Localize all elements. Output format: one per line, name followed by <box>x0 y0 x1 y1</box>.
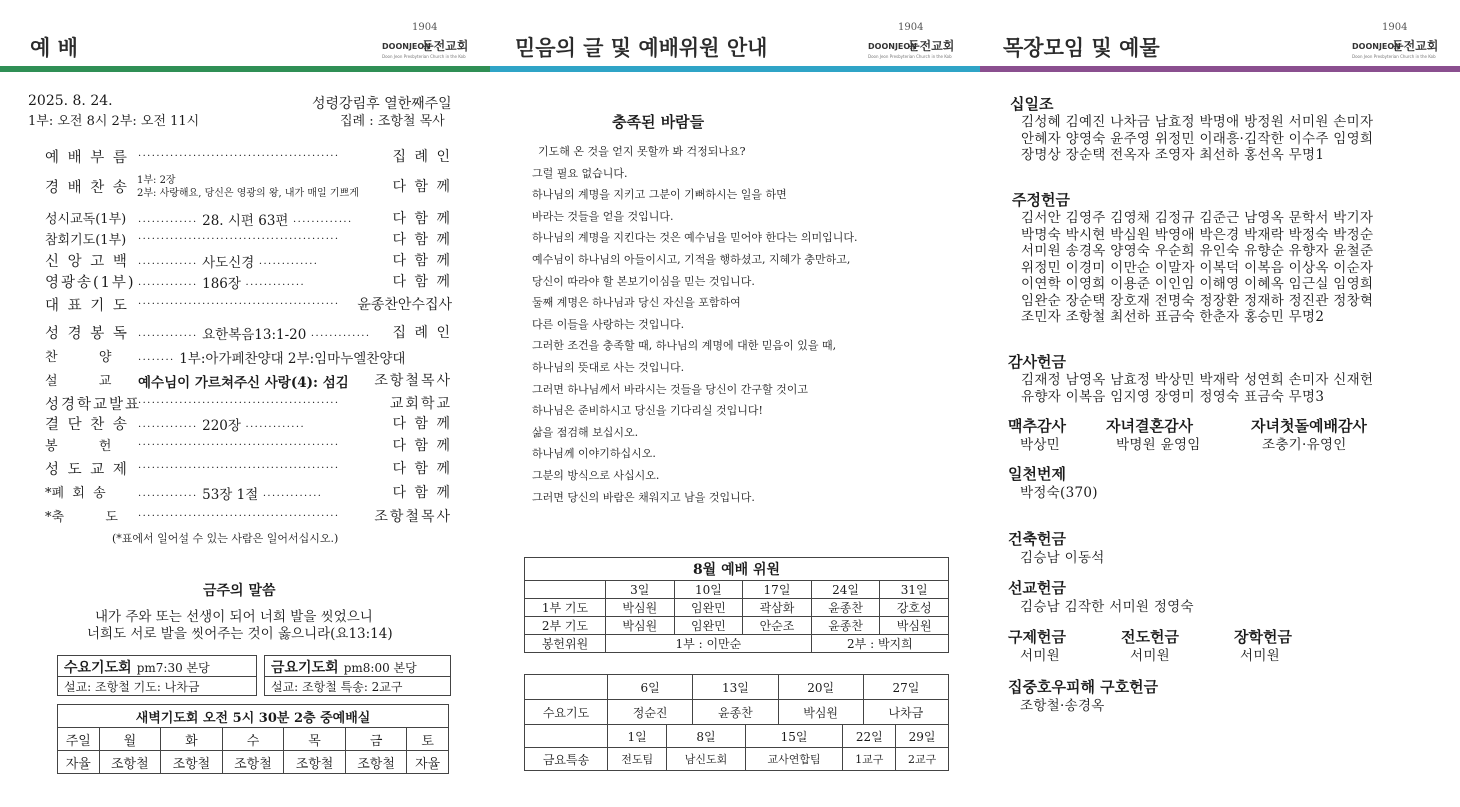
order-person: 다 함 께 <box>392 461 452 477</box>
poem-line: 그분의 방식으로 사십시오. <box>532 469 660 482</box>
duty-prayer-2nd: 임완민 <box>674 617 743 635</box>
duty-row-label: 2부 기도 <box>525 617 606 635</box>
dot-leader: ············································ <box>138 463 340 474</box>
order-middle <box>138 394 339 410</box>
scholarship-offering-name: 서미원 <box>1240 648 1281 664</box>
order-detail: 28. 시편 63편 <box>202 213 289 229</box>
header-bar-blue <box>490 66 980 72</box>
dawn-day: 주일 <box>58 728 100 751</box>
name-line: 안혜자 양영숙 윤주영 위정민 이래흥·김작한 이수주 임영희 <box>1021 130 1374 147</box>
poem-line: 그러면 하나님께서 바라시는 것들을 당신이 간구할 것이고 <box>532 382 809 396</box>
duty-prayer-1st: 박심원 <box>606 599 675 617</box>
wed-corner <box>525 675 608 700</box>
service-times: 1부: 오전 8시 2부: 오전 11시 <box>28 114 200 129</box>
dawn-leader: 조항철 <box>222 751 284 774</box>
wed-date: 27일 <box>863 675 948 700</box>
duty-prayer-1st: 임완민 <box>674 599 743 617</box>
order-detail: 요한복음13:1-20 <box>202 327 307 343</box>
name-line: 서미원 송경옥 양영숙 우순희 유인숙 유향순 유향자 윤철준 <box>1021 243 1374 259</box>
name-line: 장명상 장순택 전옥자 조영자 최선하 홍선옥 무명1 <box>1021 147 1325 163</box>
poem-line: 그러한 조건을 충족할 때, 하나님의 계명에 대한 믿음이 있을 때, <box>532 339 837 353</box>
wed-date: 20일 <box>778 675 863 700</box>
poem-line: 둘째 계명은 하나님과 당신 자신을 포함하여 <box>532 296 741 310</box>
flood-relief-names: 조항철·송경옥 <box>1020 698 1105 714</box>
poem-line: 바라는 것들을 얻을 것입니다. <box>532 209 674 223</box>
duty-row-label: 1부 기도 <box>525 599 606 617</box>
wed-detail: 설교: 조항철 기도: 나차금 <box>64 680 200 694</box>
order-person: 다 함 께 <box>392 232 452 248</box>
order-person: 교회학교 <box>389 396 452 412</box>
order-person: 다 함 께 <box>392 253 452 269</box>
evangelism-offering-title: 전도헌금 <box>1121 628 1179 646</box>
duty-prayer-2nd: 박심원 <box>880 617 949 635</box>
wed-leader: 나차금 <box>863 700 948 725</box>
name-line: 김재정 남영옥 남효정 박상민 박재락 성연희 손미자 신재헌 <box>1021 372 1374 388</box>
poem-line: 그러면 당신의 바람은 채워지고 남을 것입니다. <box>532 490 755 504</box>
first-birthday-thanks-title: 자녀첫돌예배감사 <box>1251 417 1367 435</box>
wed-leader: 박심원 <box>778 700 863 725</box>
order-label: 결 단 찬 송 <box>45 417 129 433</box>
friday-special-table <box>524 724 949 771</box>
fri-team: 2교구 <box>896 748 949 771</box>
dot-leader: ············· <box>138 217 203 228</box>
duty-date: 3일 <box>606 581 675 599</box>
order-middle <box>138 323 370 343</box>
poem-line: 하나님의 계명을 지키고 그분이 기뻐하시는 일을 하면 <box>532 188 787 202</box>
wed-date: 6일 <box>608 675 693 700</box>
dot-leader: ············································ <box>138 440 340 451</box>
order-middle <box>138 295 339 311</box>
duty-prayer-1st: 강호성 <box>880 599 949 617</box>
liturgical-season: 성령강림후 열한째주일 <box>312 96 452 112</box>
wed-row-label: 수요기도 <box>525 700 608 725</box>
fri-date: 29일 <box>896 725 949 748</box>
order-detail: 220장 <box>202 418 241 434</box>
dawn-leader: 자율 <box>58 751 100 774</box>
fri-detail: 설교: 조항철 특송: 2교구 <box>271 680 403 694</box>
fri-team: 남신도회 <box>667 748 745 771</box>
poem-title: 충족된 바람들 <box>612 113 705 131</box>
order-detail: 186장 <box>202 276 241 292</box>
header-bar-green <box>0 66 490 72</box>
order-middle <box>138 483 322 503</box>
church-logo: 1904 DOONJEON 둔전교회 Doon Jeon Presbyterian Church in the Kob <box>1352 22 1439 59</box>
order-middle <box>138 371 349 391</box>
mission-offering-title: 선교헌금 <box>1008 579 1066 597</box>
poem-line: 기도해 온 것을 얻지 못할까 봐 걱정되나요? <box>538 145 746 158</box>
poem-line: 하나님의 뜻대로 사는 것입니다. <box>532 361 685 374</box>
order-label: 설 교 <box>45 374 112 389</box>
fri-date: 1일 <box>608 725 667 748</box>
duty-title: 8월 예배 위원 <box>525 558 949 581</box>
name-line: 김성혜 김예진 나차금 남효정 박명애 방정원 서미원 손미자 <box>1021 114 1374 130</box>
wed-title: 수요기도회 <box>64 660 132 676</box>
church-logo: 1904 DOONJEON 둔전교회 Doon Jeon Presbyterian Church in the Kob <box>382 22 469 59</box>
header-bar-purple <box>980 66 1460 72</box>
presider: 집례 : 조항철 목사 <box>340 114 445 129</box>
wedding-thanks-title: 자녀결혼감사 <box>1106 417 1193 435</box>
name-line: 조민자 조항철 최선하 표금숙 한춘자 홍승민 무명2 <box>1021 309 1325 325</box>
dawn-day: 화 <box>161 728 223 751</box>
order-person: 다 함 께 <box>392 416 452 432</box>
name-line: 임완순 장순택 장호재 전명숙 정장환 정재하 정진관 정창혁 <box>1021 292 1374 309</box>
duty-date: 31일 <box>880 581 949 599</box>
wedding-thanks-name: 박명원 윤영임 <box>1116 437 1201 453</box>
dot-leader: ············································ <box>138 299 340 310</box>
order-label: 신 앙 고 백 <box>45 254 129 270</box>
dawn-day: 월 <box>99 728 161 751</box>
wednesday-prayer-box <box>57 655 257 696</box>
fri-date: 15일 <box>745 725 843 748</box>
tithe-title: 십일조 <box>1010 95 1054 113</box>
page3-title: 목장모임 및 예물 <box>1003 36 1160 60</box>
thousand-offering-title: 일천번제 <box>1008 465 1066 483</box>
wed-time: pm7:30 본당 <box>136 661 210 675</box>
order-person: 조항철목사 <box>374 373 452 389</box>
wednesday-prayer-table <box>524 674 949 725</box>
poem-line: 하나님께 이야기하십시오. <box>532 447 656 461</box>
building-offering-names: 김승남 이동석 <box>1020 550 1105 566</box>
order-detail: 1부:아가페찬양대 2부:임마누엘찬양대 <box>179 351 406 367</box>
dot-leader: ············· <box>258 491 323 502</box>
service-date: 2025. 8. 24. <box>28 93 113 109</box>
order-label: 경 배 찬 송 <box>45 180 129 196</box>
thousand-offering-name: 박정숙(370) <box>1020 485 1098 501</box>
dot-leader: ············· <box>254 259 319 270</box>
poem-line: 삶을 점검해 보십시오. <box>532 425 639 439</box>
order-person: 집 례 인 <box>392 325 452 341</box>
fri-team: 1교구 <box>843 748 896 771</box>
order-middle <box>138 459 339 475</box>
page2-title: 믿음의 글 및 예배위원 안내 <box>515 36 768 60</box>
fri-team: 전도팀 <box>608 748 667 771</box>
dawn-day: 목 <box>284 728 346 751</box>
duty-date: 10일 <box>674 581 743 599</box>
order-middle <box>138 209 353 229</box>
building-offering-title: 건축헌금 <box>1008 530 1066 548</box>
dot-leader: ············································ <box>138 234 340 245</box>
order-middle <box>138 272 305 292</box>
dawn-leader: 조항철 <box>345 751 407 774</box>
dot-leader: ············· <box>306 331 371 342</box>
duty-row3-label: 봉헌위원 <box>525 635 606 653</box>
dot-leader: ············· <box>138 491 203 502</box>
mission-offering-names: 김승남 김작한 서미원 정영숙 <box>1020 599 1194 615</box>
offering-1st: 1부 : 이만순 <box>606 635 812 653</box>
order-middle <box>138 251 318 271</box>
poem-line: 당신이 따라야 할 본보기이심을 믿는 것입니다. <box>532 274 755 288</box>
dot-leader: ············································ <box>138 398 340 409</box>
order-middle <box>138 436 339 452</box>
hymn-line-2: 2부: 사랑해요, 당신은 영광의 왕, 내가 매일 기쁘게 <box>137 188 359 199</box>
fri-title: 금요기도회 <box>271 660 339 676</box>
verse-title: 금주의 말씀 <box>203 583 276 599</box>
order-middle <box>138 507 339 523</box>
dawn-leader: 조항철 <box>161 751 223 774</box>
poem-line: 다른 이들을 사랑하는 것입니다. <box>532 317 685 331</box>
duty-corner <box>525 581 606 599</box>
duty-date: 24일 <box>811 581 880 599</box>
dot-leader: ············· <box>288 217 353 228</box>
order-label: 찬 양 <box>45 350 112 365</box>
poem-line: 하나님의 계명을 지킨다는 것은 예수님을 믿어야 한다는 의미입니다. <box>532 231 858 245</box>
scholarship-offering-title: 장학헌금 <box>1234 628 1292 646</box>
friday-prayer-box <box>264 655 451 696</box>
dot-leader: ············· <box>138 331 203 342</box>
fri-corner <box>525 725 608 748</box>
order-label: 성경학교발표 <box>45 397 142 413</box>
dot-leader: ············································ <box>138 151 340 162</box>
dot-leader: ············· <box>240 422 306 433</box>
weekly-offering-title: 주정헌금 <box>1012 191 1070 209</box>
dot-leader: ············· <box>240 280 306 291</box>
duty-prayer-1st: 윤종찬 <box>811 599 880 617</box>
dawn-day: 수 <box>222 728 284 751</box>
thanks-offering-title: 감사헌금 <box>1008 353 1066 371</box>
order-person: 다 함 께 <box>392 211 452 227</box>
evangelism-offering-name: 서미원 <box>1130 648 1171 664</box>
dot-leader: ············································ <box>138 511 340 522</box>
barley-thanks-title: 맥추감사 <box>1008 417 1066 435</box>
order-person: 집 례 인 <box>392 149 452 165</box>
name-line: 이연학 이영희 이용준 이인임 이해영 이혜옥 임근실 임영희 <box>1021 276 1374 292</box>
duty-prayer-2nd: 안순조 <box>743 617 812 635</box>
name-line: 유향자 이복음 임지영 장영미 정영숙 표금숙 무명3 <box>1021 388 1325 405</box>
order-label: *폐 회 송 <box>45 486 106 501</box>
barley-thanks-name: 박상민 <box>1020 437 1061 453</box>
order-label: 참회기도(1부) <box>45 233 127 248</box>
fri-date: 8일 <box>667 725 745 748</box>
hymn-line-1: 1부: 2장 <box>137 175 176 186</box>
order-label: 대 표 기 도 <box>45 298 129 314</box>
fri-time: pm8:00 본당 <box>343 661 417 675</box>
dot-leader: ············· <box>138 422 203 433</box>
offering-2nd: 2부 : 박지희 <box>811 635 948 653</box>
verse-line-1: 내가 주와 또는 선생이 되어 너희 발을 씻었으니 <box>95 609 373 625</box>
dawn-leader: 자율 <box>407 751 449 774</box>
order-detail: 예수님이 가르쳐주신 사랑(4): 섬김 <box>138 375 349 391</box>
name-line: 박명숙 박시현 박심원 박영애 박은경 박재락 박정숙 박정순 <box>1021 226 1374 243</box>
order-label: 성 경 봉 독 <box>45 326 129 342</box>
duty-prayer-1st: 곽삼화 <box>743 599 812 617</box>
relief-offering-title: 구제헌금 <box>1008 628 1066 646</box>
wed-leader: 정순진 <box>608 700 693 725</box>
dot-leader: ············· <box>138 280 203 291</box>
order-person: 다 함 께 <box>392 438 452 454</box>
dawn-prayer-table <box>57 704 449 774</box>
order-person: 다 함 께 <box>392 485 452 501</box>
relief-offering-name: 서미원 <box>1020 648 1061 664</box>
dawn-day: 토 <box>407 728 449 751</box>
poem-line: 예수님이 하나님의 아들이시고, 기적을 행하셨고, 지혜가 충만하고, <box>532 253 851 266</box>
duty-date: 17일 <box>743 581 812 599</box>
order-label: 영광송(1부) <box>45 275 136 291</box>
page1-title: 예 배 <box>30 36 78 60</box>
order-label: 봉 헌 <box>45 439 112 454</box>
order-middle <box>138 347 405 367</box>
duty-prayer-2nd: 박심원 <box>606 617 675 635</box>
fri-date: 22일 <box>843 725 896 748</box>
dawn-leader: 조항철 <box>99 751 161 774</box>
wed-date: 13일 <box>693 675 778 700</box>
standing-note: (*표에서 일어설 수 있는 사람은 일어서십시오.) <box>112 532 339 545</box>
church-logo: 1904 DOONJEON 둔전교회 Doon Jeon Presbyterian Church in the Kob <box>868 22 955 59</box>
dot-leader: ············· <box>138 259 203 270</box>
fri-team: 교사연합팀 <box>745 748 843 771</box>
order-middle <box>138 147 339 163</box>
first-birthday-thanks-name: 조충기·유영인 <box>1262 437 1347 453</box>
order-person: 윤종찬안수집사 <box>357 297 452 313</box>
name-line: 위정민 이경미 이만순 이말자 이복덕 이복음 이상옥 이순자 <box>1021 259 1374 276</box>
order-detail: 사도신경 <box>202 255 255 271</box>
order-person: 다 함 께 <box>392 274 452 290</box>
poem-line: 그럴 필요 없습니다. <box>532 166 628 180</box>
order-person: 조항철목사 <box>374 509 452 525</box>
name-line: 김서안 김영주 김영채 김정규 김준근 남영옥 문학서 박기자 <box>1021 210 1374 226</box>
dawn-title: 새벽기도회 오전 5시 30분 2층 중예배실 <box>58 705 449 728</box>
order-label: 성시교독(1부) <box>45 212 127 227</box>
poem-line: 하나님은 준비하시고 당신을 기다리실 것입니다! <box>532 404 763 418</box>
wed-leader: 윤종찬 <box>693 700 778 725</box>
august-duty-table <box>524 557 949 653</box>
order-label: *축 도 <box>45 510 118 525</box>
verse-line-2: 너희도 서로 발을 씻어주는 것이 옳으니라(요13:14) <box>87 626 393 642</box>
duty-prayer-2nd: 윤종찬 <box>811 617 880 635</box>
order-middle <box>138 414 305 434</box>
dawn-leader: 조항철 <box>284 751 346 774</box>
fri-row-label: 금요특송 <box>525 748 608 771</box>
order-middle <box>138 230 339 246</box>
order-detail: 53장 1절 <box>202 487 259 503</box>
dot-leader: ········ <box>138 355 180 366</box>
flood-relief-title: 집중호우피해 구호헌금 <box>1008 678 1159 696</box>
order-person: 다 함 께 <box>392 179 452 195</box>
dawn-day: 금 <box>345 728 407 751</box>
order-label: 예 배 부 름 <box>45 150 129 166</box>
order-label: 성 도 교 제 <box>45 462 129 478</box>
